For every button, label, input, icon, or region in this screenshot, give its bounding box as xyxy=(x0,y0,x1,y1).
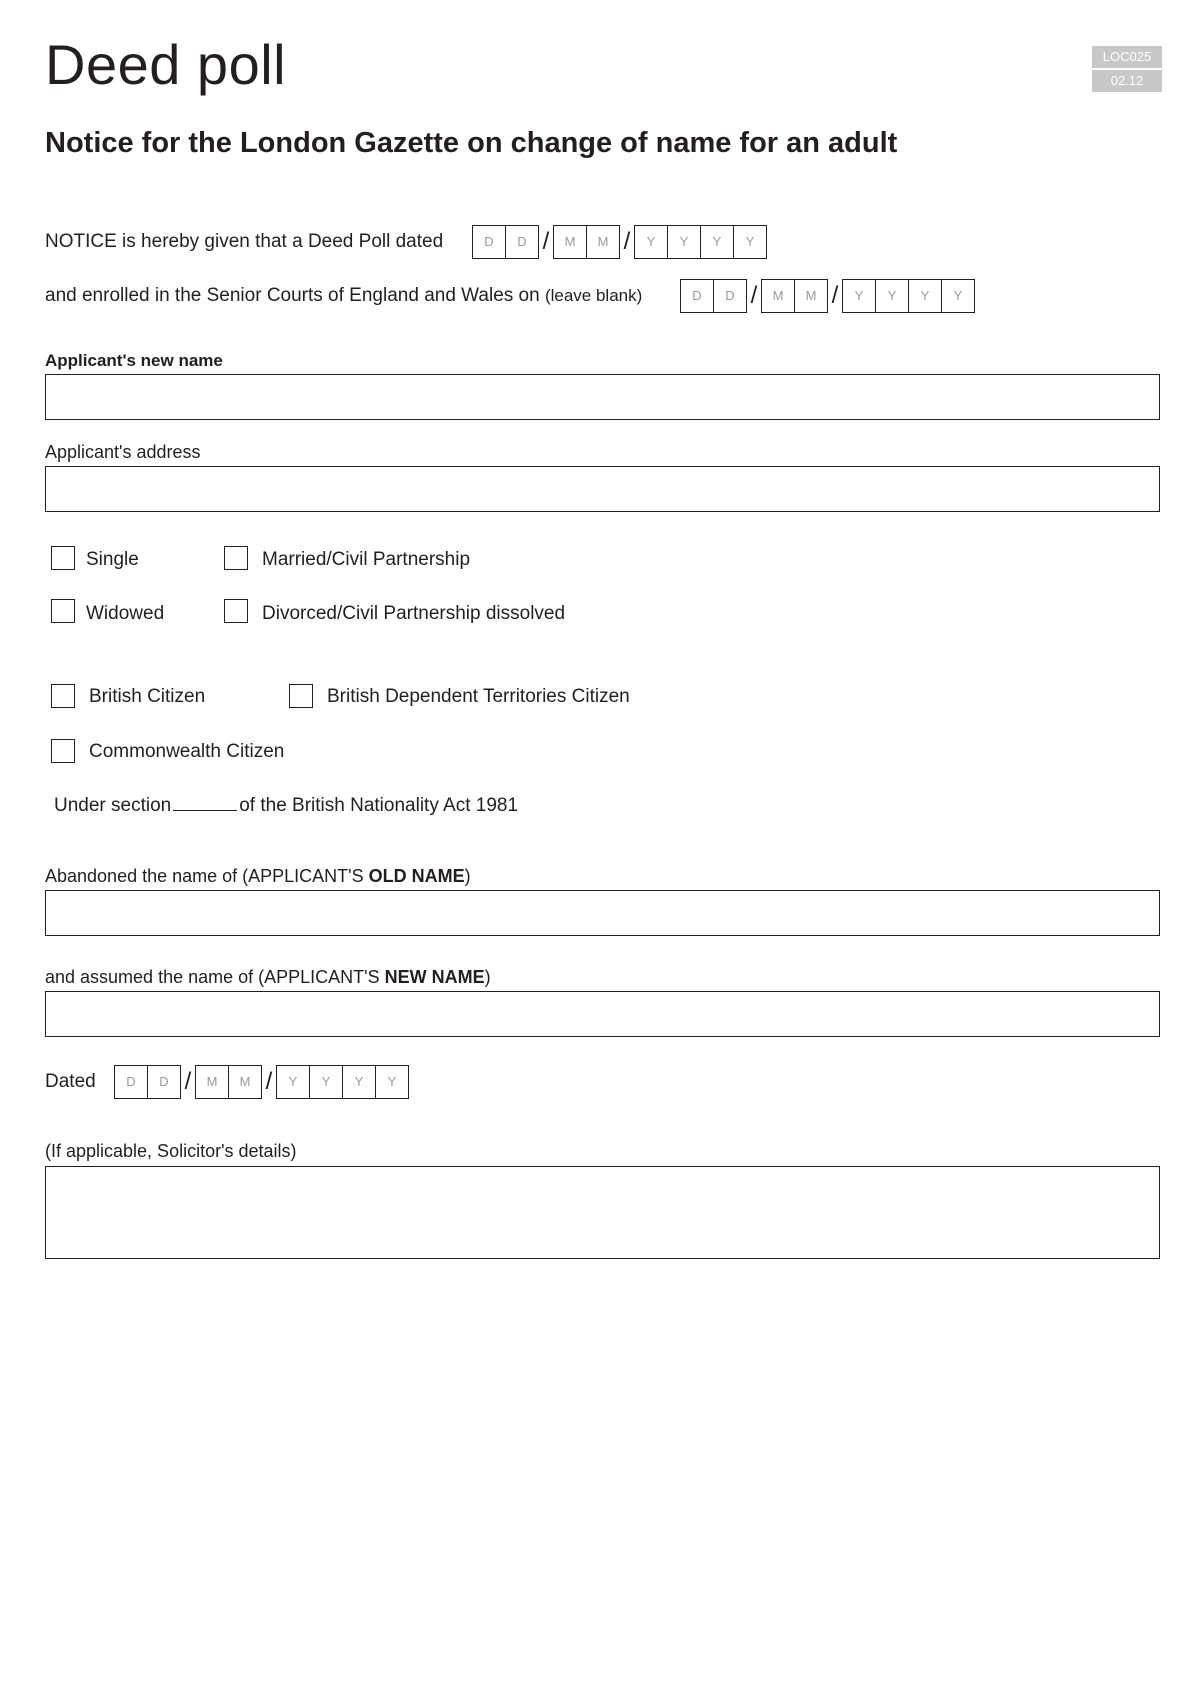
year-digit-3[interactable]: Y xyxy=(700,225,733,259)
assumed-name-label-prefix: and assumed the name of (APPLICANT'S xyxy=(45,967,385,987)
old-name-label-bold: OLD NAME xyxy=(368,866,465,886)
date-separator: / xyxy=(750,282,758,309)
under-section-suffix: of the British Nationality Act 1981 xyxy=(239,795,519,816)
date-separator: / xyxy=(623,228,631,255)
year-digit-1[interactable]: Y xyxy=(634,225,667,259)
dated-date-input[interactable] xyxy=(114,1065,409,1099)
british-citizen-label: British Citizen xyxy=(89,686,206,707)
old-name-label-suffix: ) xyxy=(464,866,471,886)
form-code-badge: LOC025 xyxy=(1092,46,1162,68)
address-input[interactable] xyxy=(45,466,1160,512)
month-digit-1[interactable]: M xyxy=(195,1065,228,1099)
day-digit-1[interactable]: D xyxy=(472,225,505,259)
enrolment-date-input[interactable] xyxy=(680,279,975,313)
year-digit-2[interactable]: Y xyxy=(667,225,700,259)
date-separator: / xyxy=(542,228,550,255)
single-label: Single xyxy=(86,549,139,570)
form-version-badge: 02.12 xyxy=(1092,70,1162,92)
assumed-name-label-suffix: ) xyxy=(484,967,491,987)
new-name-label: Applicant's new name xyxy=(45,351,223,370)
day-digit-1[interactable]: D xyxy=(114,1065,147,1099)
assumed-name-input[interactable] xyxy=(45,991,1160,1037)
day-digit-2[interactable]: D xyxy=(505,225,539,259)
new-name-input[interactable] xyxy=(45,374,1160,420)
old-name-input[interactable] xyxy=(45,890,1160,936)
year-digit-2[interactable]: Y xyxy=(309,1065,342,1099)
under-section-prefix: Under section xyxy=(54,795,172,816)
assumed-name-label xyxy=(45,965,491,989)
dated-label: Dated xyxy=(45,1071,96,1092)
date-separator: / xyxy=(265,1068,273,1095)
day-digit-2[interactable]: D xyxy=(713,279,747,313)
single-checkbox[interactable] xyxy=(51,546,75,570)
married-checkbox[interactable] xyxy=(224,546,248,570)
notice-line-2 xyxy=(45,282,642,310)
year-digit-4[interactable]: Y xyxy=(941,279,975,313)
commonwealth-citizen-label: Commonwealth Citizen xyxy=(89,741,285,762)
year-digit-4[interactable]: Y xyxy=(375,1065,409,1099)
dependent-territories-checkbox[interactable] xyxy=(289,684,313,708)
year-digit-4[interactable]: Y xyxy=(733,225,767,259)
british-citizen-checkbox[interactable] xyxy=(51,684,75,708)
assumed-name-label-bold: NEW NAME xyxy=(384,967,485,987)
notice-line-1: NOTICE is hereby given that a Deed Poll dated xyxy=(45,231,444,252)
widowed-checkbox[interactable] xyxy=(51,599,75,623)
leave-blank-note: (leave blank) xyxy=(544,286,643,305)
under-section-line xyxy=(54,792,518,820)
solicitor-label: (If applicable, Solicitor's details) xyxy=(45,1141,297,1161)
notice-line-2-text: and enrolled in the Senior Courts of England and Wales on xyxy=(45,285,540,306)
month-digit-1[interactable]: M xyxy=(553,225,586,259)
deed-poll-date-input[interactable] xyxy=(472,225,767,259)
year-digit-1[interactable]: Y xyxy=(276,1065,309,1099)
address-label: Applicant's address xyxy=(45,442,201,462)
page-subtitle: Notice for the London Gazette on change of name for an adult xyxy=(45,127,898,159)
month-digit-2[interactable]: M xyxy=(794,279,828,313)
section-number-input[interactable] xyxy=(173,792,237,811)
dependent-territories-label: British Dependent Territories Citizen xyxy=(327,686,630,707)
day-digit-1[interactable]: D xyxy=(680,279,713,313)
date-separator: / xyxy=(831,282,839,309)
commonwealth-citizen-checkbox[interactable] xyxy=(51,739,75,763)
married-label: Married/Civil Partnership xyxy=(262,549,471,570)
year-digit-1[interactable]: Y xyxy=(842,279,875,313)
page-title: Deed poll xyxy=(45,33,287,96)
year-digit-2[interactable]: Y xyxy=(875,279,908,313)
date-separator: / xyxy=(184,1068,192,1095)
year-digit-3[interactable]: Y xyxy=(342,1065,375,1099)
month-digit-2[interactable]: M xyxy=(586,225,620,259)
divorced-checkbox[interactable] xyxy=(224,599,248,623)
month-digit-1[interactable]: M xyxy=(761,279,794,313)
divorced-label: Divorced/Civil Partnership dissolved xyxy=(262,603,566,624)
year-digit-3[interactable]: Y xyxy=(908,279,941,313)
month-digit-2[interactable]: M xyxy=(228,1065,262,1099)
solicitor-details-input[interactable] xyxy=(45,1166,1160,1259)
old-name-label xyxy=(45,864,471,888)
old-name-label-prefix: Abandoned the name of (APPLICANT'S xyxy=(45,866,369,886)
widowed-label: Widowed xyxy=(86,603,165,624)
day-digit-2[interactable]: D xyxy=(147,1065,181,1099)
